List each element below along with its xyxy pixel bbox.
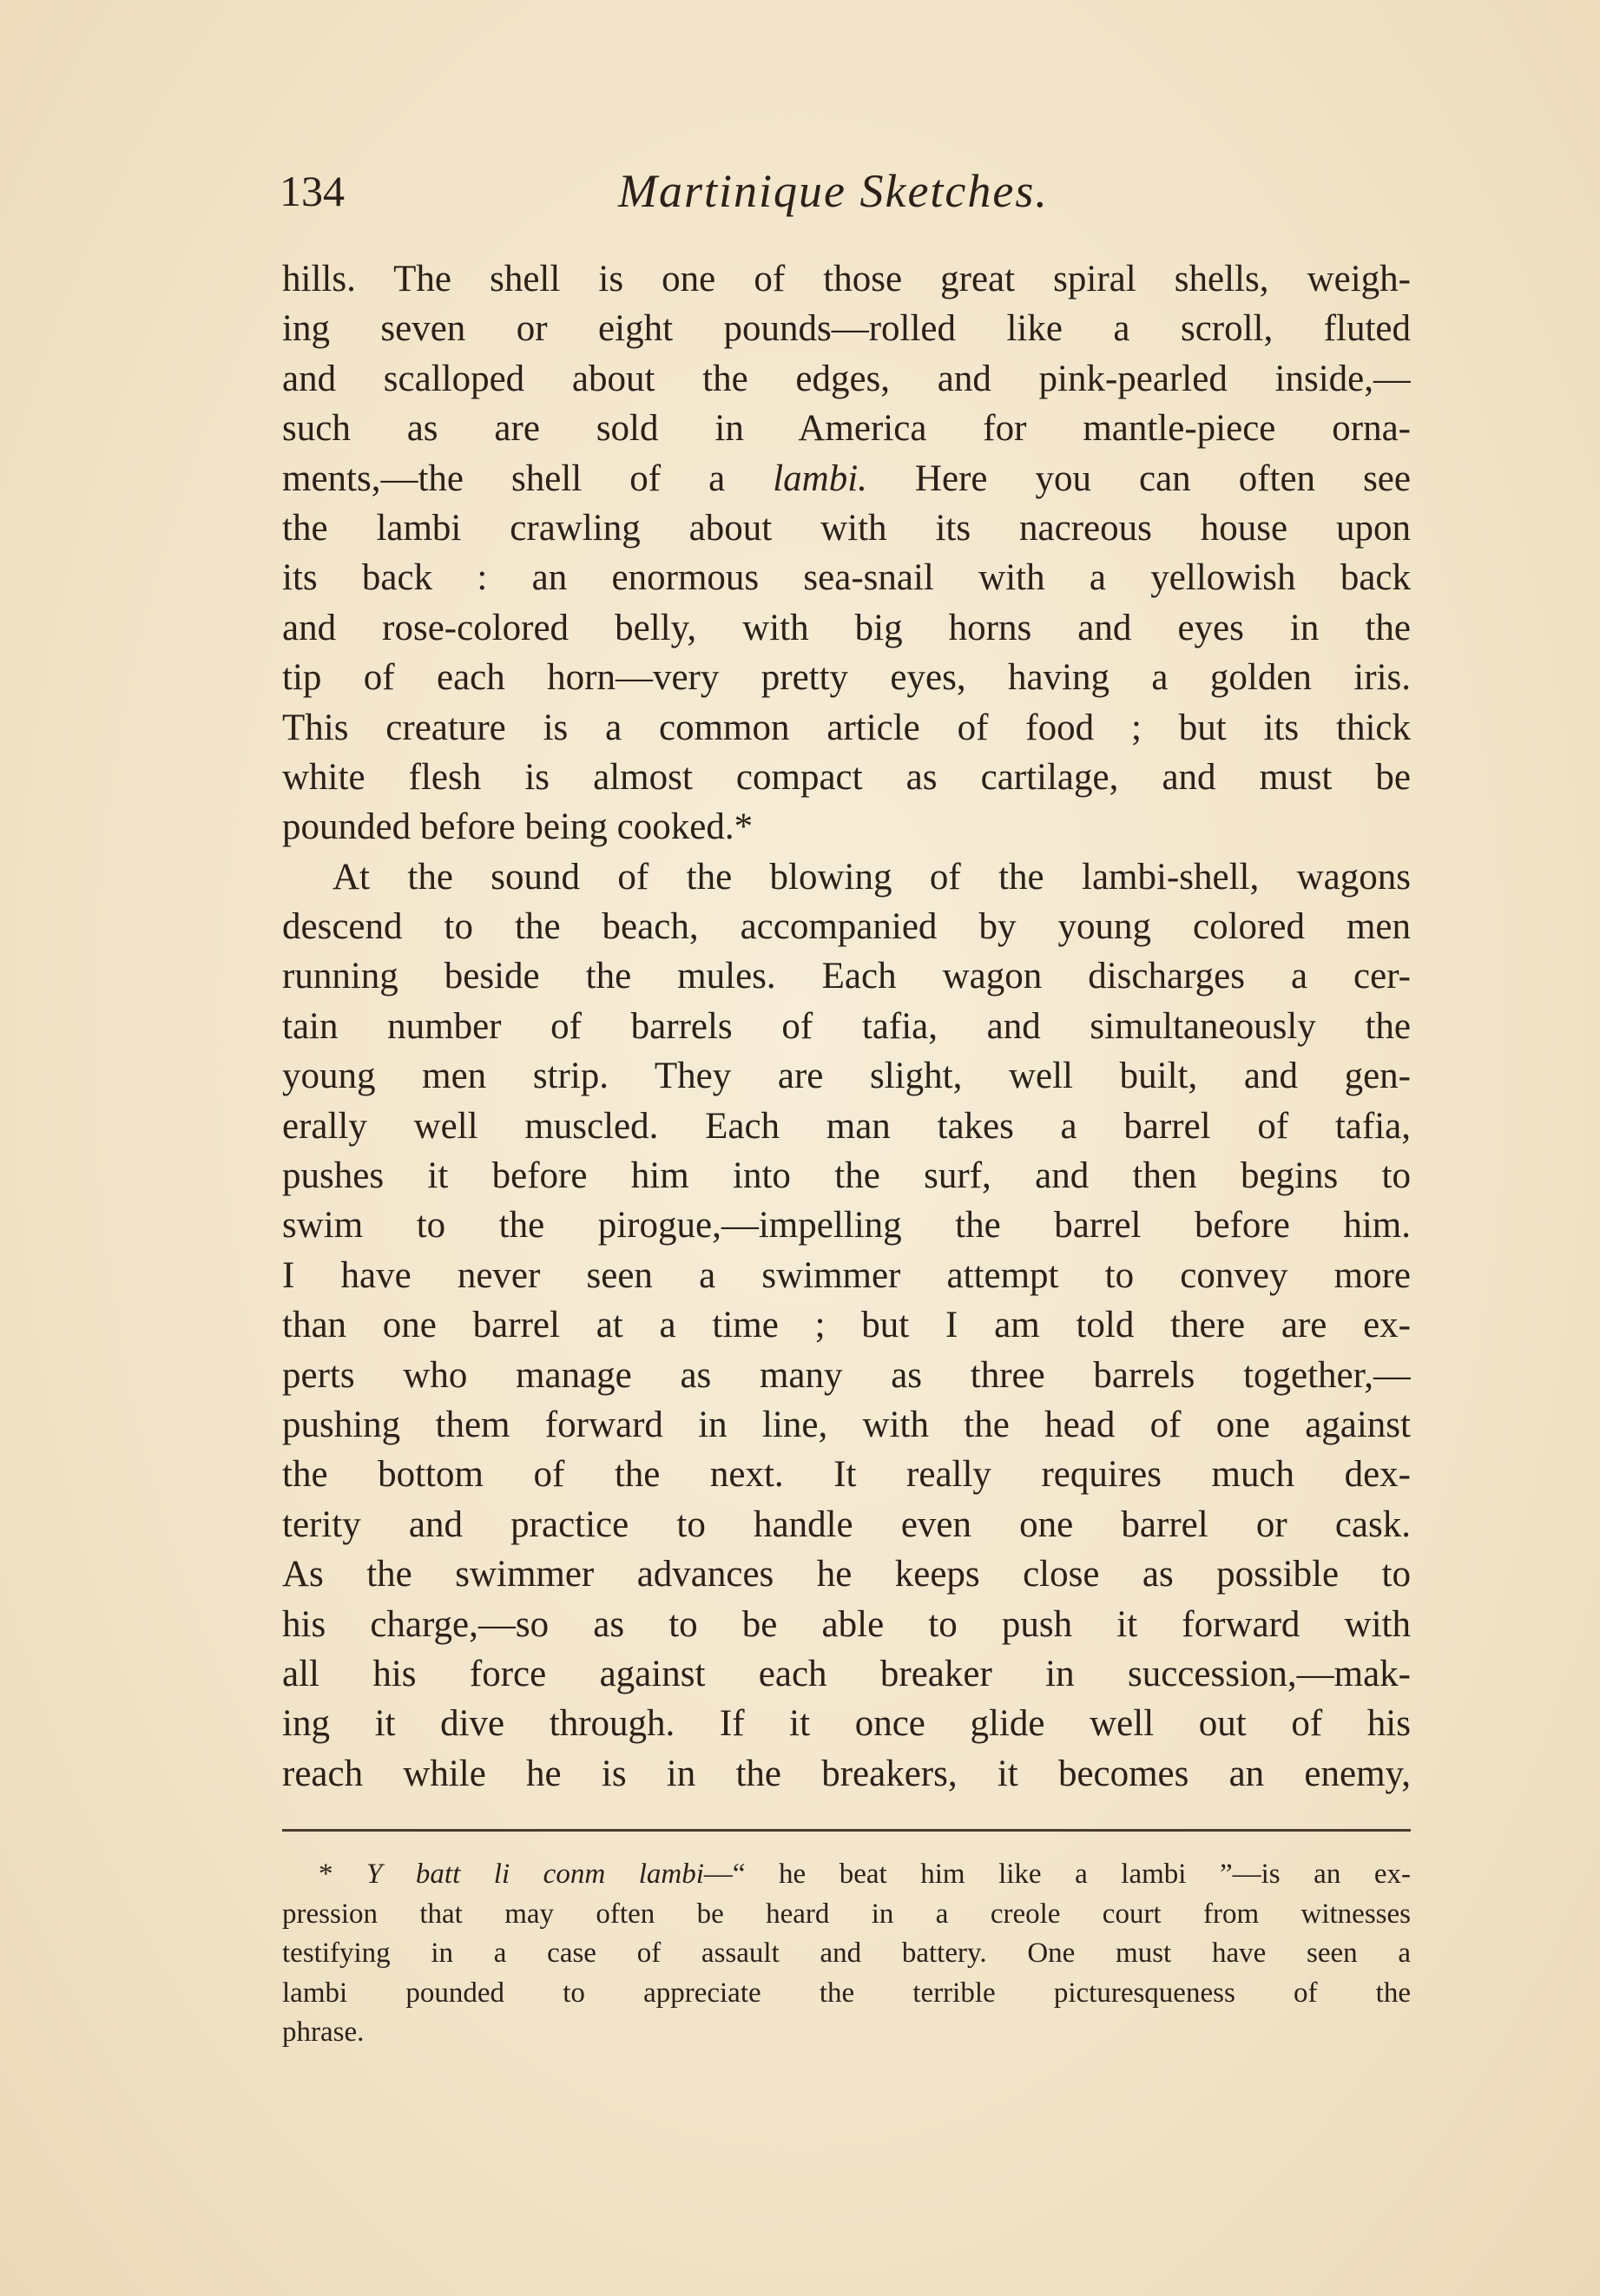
text-line: such as are sold in America for mantle-piece orna- [282, 408, 1411, 450]
text-line: ing seven or eight pounds—rolled like a scroll, fluted [282, 308, 1411, 350]
text-line: than one barrel at a time ; but I am told there are ex- [282, 1305, 1411, 1346]
body-text [282, 254, 1411, 1799]
text-line: As the swimmer advances he keeps close as possible to [282, 1554, 1411, 1595]
footnote-line [282, 1855, 1411, 1895]
text-line: reach while he is in the breakers, it becomes an enemy, [282, 1753, 1411, 1794]
text-line: all his force against each breaker in succession,—mak- [282, 1653, 1411, 1694]
footnote-marker: * [319, 1859, 367, 1890]
text-segment: ments,—the shell of a [282, 457, 774, 499]
text-line: white flesh is almost compact as cartilage, and must be [282, 756, 1411, 798]
page-header [280, 161, 1408, 221]
footnote-line: lambi pounded to appreciate the terrible picturesqueness of the [282, 1977, 1411, 2009]
text-line: terity and practice to handle even one barrel or cask. [282, 1503, 1411, 1545]
text-line: the lambi crawling about with its nacreous house upon [282, 507, 1411, 549]
text-line: pounded before being cooked.* [282, 806, 754, 848]
footnote-line: pression that may often be heard in a creole court from witnesses [282, 1898, 1411, 1930]
text-line: the bottom of the next. It really requires much dex- [282, 1454, 1411, 1496]
text-line: This creature is a common article of food ; but its thick [282, 707, 1411, 748]
text-line: young men strip. They are slight, well built, and gen- [282, 1056, 1411, 1097]
text-segment: —“ he beat him like a lambi ”—is an ex- [703, 1859, 1411, 1890]
text-line: pushing them forward in line, with the head of one against [282, 1404, 1411, 1445]
text-line: and rose-colored belly, with big horns and eyes in the [282, 607, 1411, 648]
text-line: running beside the mules. Each wagon discharges a cer- [282, 956, 1411, 997]
text-line: At the sound of the blowing of the lambi-shell, wagons [333, 856, 1411, 898]
text-line: hills. The shell is one of those great spiral shells, weigh- [282, 259, 1411, 299]
text-line: perts who manage as many as three barrels together,— [282, 1354, 1411, 1396]
text-line: I have never seen a swimmer attempt to convey more [282, 1254, 1411, 1296]
text-line: its back : an enormous sea-snail with a yellowish back [282, 557, 1411, 599]
text-line: his charge,—so as to be able to push it forward with [282, 1603, 1411, 1645]
text-line: ing it dive through. If it once glide well out of his [282, 1703, 1411, 1745]
footnote-divider [282, 1829, 1411, 1832]
text-line: descend to the beach, accompanied by young colored men [282, 906, 1411, 948]
text-line: swim to the pirogue,—impelling the barrel before him. [282, 1205, 1411, 1247]
page-number: 134 [280, 167, 345, 215]
footnote-line: testifying in a case of assault and battery. One must have seen a [282, 1937, 1411, 1969]
footnote [282, 1855, 1411, 2053]
text-line: pushes it before him into the surf, and then begins to [282, 1155, 1411, 1197]
footnote-creole-phrase: Y batt li conm lambi [366, 1859, 704, 1890]
text-line: erally well muscled. Each man takes a barrel of tafia, [282, 1105, 1411, 1147]
text-segment: Here you can often see [866, 457, 1411, 499]
text-line: tain number of barrels of tafia, and simultaneously the [282, 1005, 1411, 1047]
italic-word-lambi: lambi. [773, 457, 867, 499]
text-line: tip of each horn—very pretty eyes, having a golden iris. [282, 657, 1411, 699]
text-line: and scalloped about the edges, and pink-pearled inside,— [282, 358, 1411, 399]
footnote-line: phrase. [282, 2016, 365, 2048]
text-line [282, 454, 1411, 503]
running-title: Martinique Sketches. [618, 165, 1049, 217]
